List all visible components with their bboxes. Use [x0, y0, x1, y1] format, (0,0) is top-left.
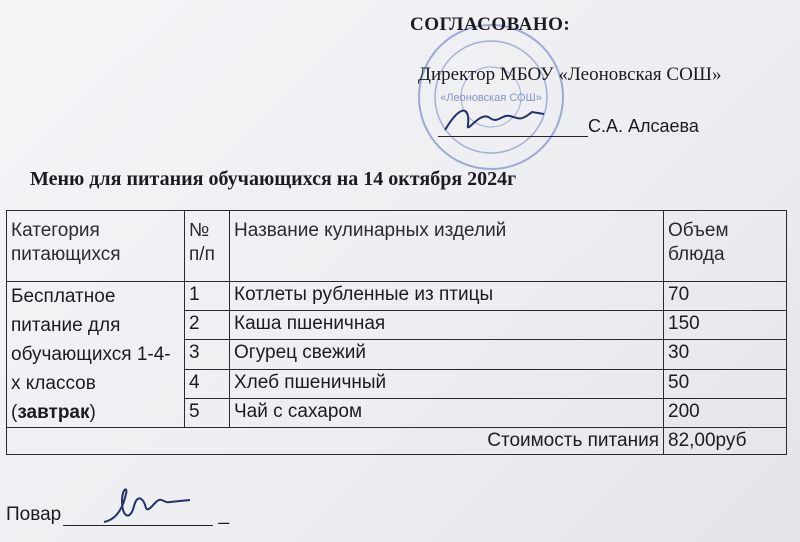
stamp-center-text: «Леоновская СОШ» [440, 92, 542, 104]
header-number: № п/п [185, 211, 230, 282]
header-volume: Объем блюда [664, 211, 787, 282]
dish-name: Хлеб пшеничный [230, 369, 664, 398]
dish-name: Каша пшеничная [230, 311, 664, 340]
menu-table [6, 210, 787, 455]
row-number: 5 [185, 398, 230, 427]
dish-volume: 30 [664, 340, 787, 369]
table-row [7, 282, 787, 311]
category-cell [7, 282, 185, 428]
director-signature [440, 100, 550, 140]
director-name: С.А. Алсаева [588, 116, 699, 136]
header-dish-name: Название кулинарных изделий [230, 211, 664, 282]
school-stamp [396, 22, 586, 172]
dish-name: Котлеты рубленные из птицы [230, 282, 664, 311]
approval-heading: СОГЛАСОВАНО: [410, 14, 571, 35]
dish-volume: 150 [664, 311, 787, 340]
dish-volume: 70 [664, 282, 787, 311]
total-value: 82,00руб [664, 428, 787, 455]
row-number: 2 [185, 311, 230, 340]
approval-block [410, 14, 722, 136]
row-number: 3 [185, 340, 230, 369]
dish-name: Огурец свежий [230, 340, 664, 369]
table-header-row [7, 211, 787, 282]
total-row [7, 428, 787, 455]
total-label: Стоимость питания [7, 428, 664, 455]
category-meal: завтрак [17, 402, 90, 423]
category-text: Бесплатное питание для обучающихся 1-4-х классов ( [11, 286, 171, 423]
director-title: Директор МБОУ «Леоновская СОШ» [418, 64, 722, 85]
row-number: 4 [185, 369, 230, 398]
cook-signature-block: Повар _ [6, 504, 230, 525]
dish-volume: 50 [664, 369, 787, 398]
category-end: ) [89, 402, 96, 423]
row-number: 1 [185, 282, 230, 311]
header-category: Категория питающихся [7, 211, 185, 282]
menu-title: Меню для питания обучающихся на 14 октября 2024г [30, 168, 517, 190]
dish-name: Чай с сахаром [230, 398, 664, 427]
cook-signature [100, 482, 200, 530]
cook-label: Повар [6, 504, 62, 525]
dish-volume: 200 [664, 398, 787, 427]
